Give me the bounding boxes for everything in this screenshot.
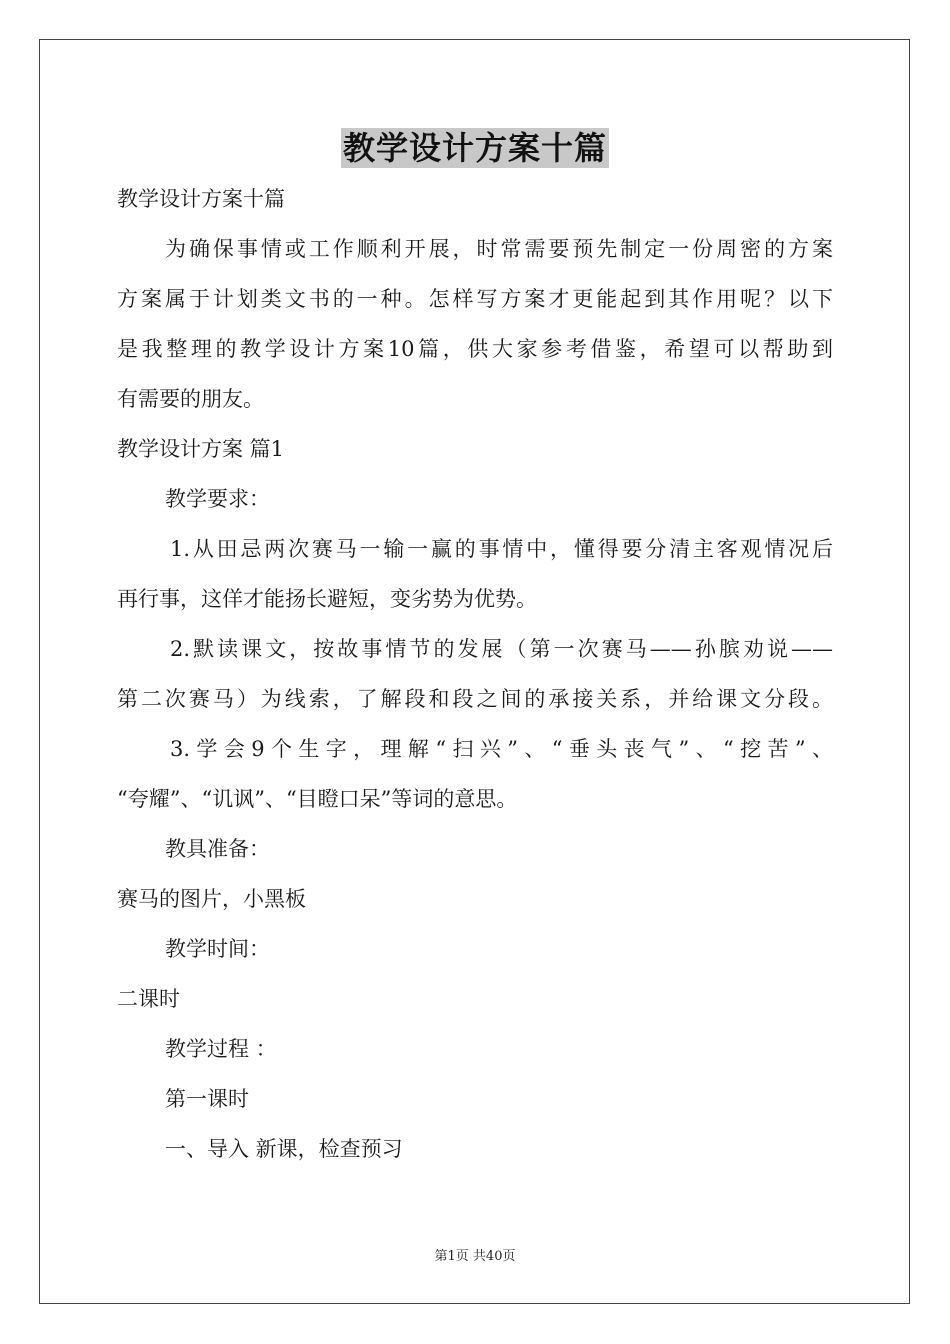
- paragraph-line: 第一课时: [165, 1087, 249, 1111]
- paragraph-line: 教学过程 ：: [165, 1037, 277, 1061]
- page-footer: 第1页 共40页: [434, 1249, 516, 1264]
- paragraph-line: 教学时间：: [165, 937, 270, 961]
- paragraph-line: 方案属于计划类文书的一种。怎样写方案才更能起到其作用呢？以下: [117, 287, 833, 311]
- paragraph-line: 第二次赛马）为线索，了解段和段之间的承接关系，并给课文分段。: [117, 687, 833, 711]
- paragraph-line: 再行事，这佯才能扬长避短，变劣势为优势。: [117, 587, 537, 611]
- paragraph-line: 一、导入 新课，检查预习: [165, 1137, 403, 1161]
- paragraph-line: 二课时: [117, 987, 180, 1011]
- document-title: 教学设计方案十篇: [342, 129, 607, 167]
- subtitle-line: 教学设计方案十篇: [117, 187, 285, 211]
- paragraph-line: 教学要求：: [165, 487, 270, 511]
- paragraph-line: “夸耀”、“讥讽”、“目瞪口呆”等词的意思。: [117, 787, 518, 811]
- paragraph-line: 有需要的朋友。: [117, 387, 264, 411]
- paragraph-line: 1.从田忌两次赛马一输一赢的事情中，懂得要分清主客观情况后: [170, 537, 833, 561]
- paragraph-line: 是我整理的教学设计方案10篇，供大家参考借鉴，希望可以帮助到: [117, 337, 833, 361]
- title-wrap: [0, 128, 950, 168]
- paragraph-line: 2.默读课文，按故事情节的发展（第一次赛马——孙膑劝说——: [170, 637, 833, 661]
- section-heading: 教学设计方案 篇1: [117, 437, 285, 461]
- paragraph-line: 3.学会9个生字，理解“扫兴”、“垂头丧气”、“挖苦”、: [170, 737, 833, 761]
- page-border: [39, 39, 910, 1304]
- paragraph-line: 为确保事情或工作顺利开展，时常需要预先制定一份周密的方案: [165, 237, 833, 261]
- paragraph-line: 教具准备：: [165, 837, 270, 861]
- paragraph-line: 赛马的图片，小黑板: [117, 887, 306, 911]
